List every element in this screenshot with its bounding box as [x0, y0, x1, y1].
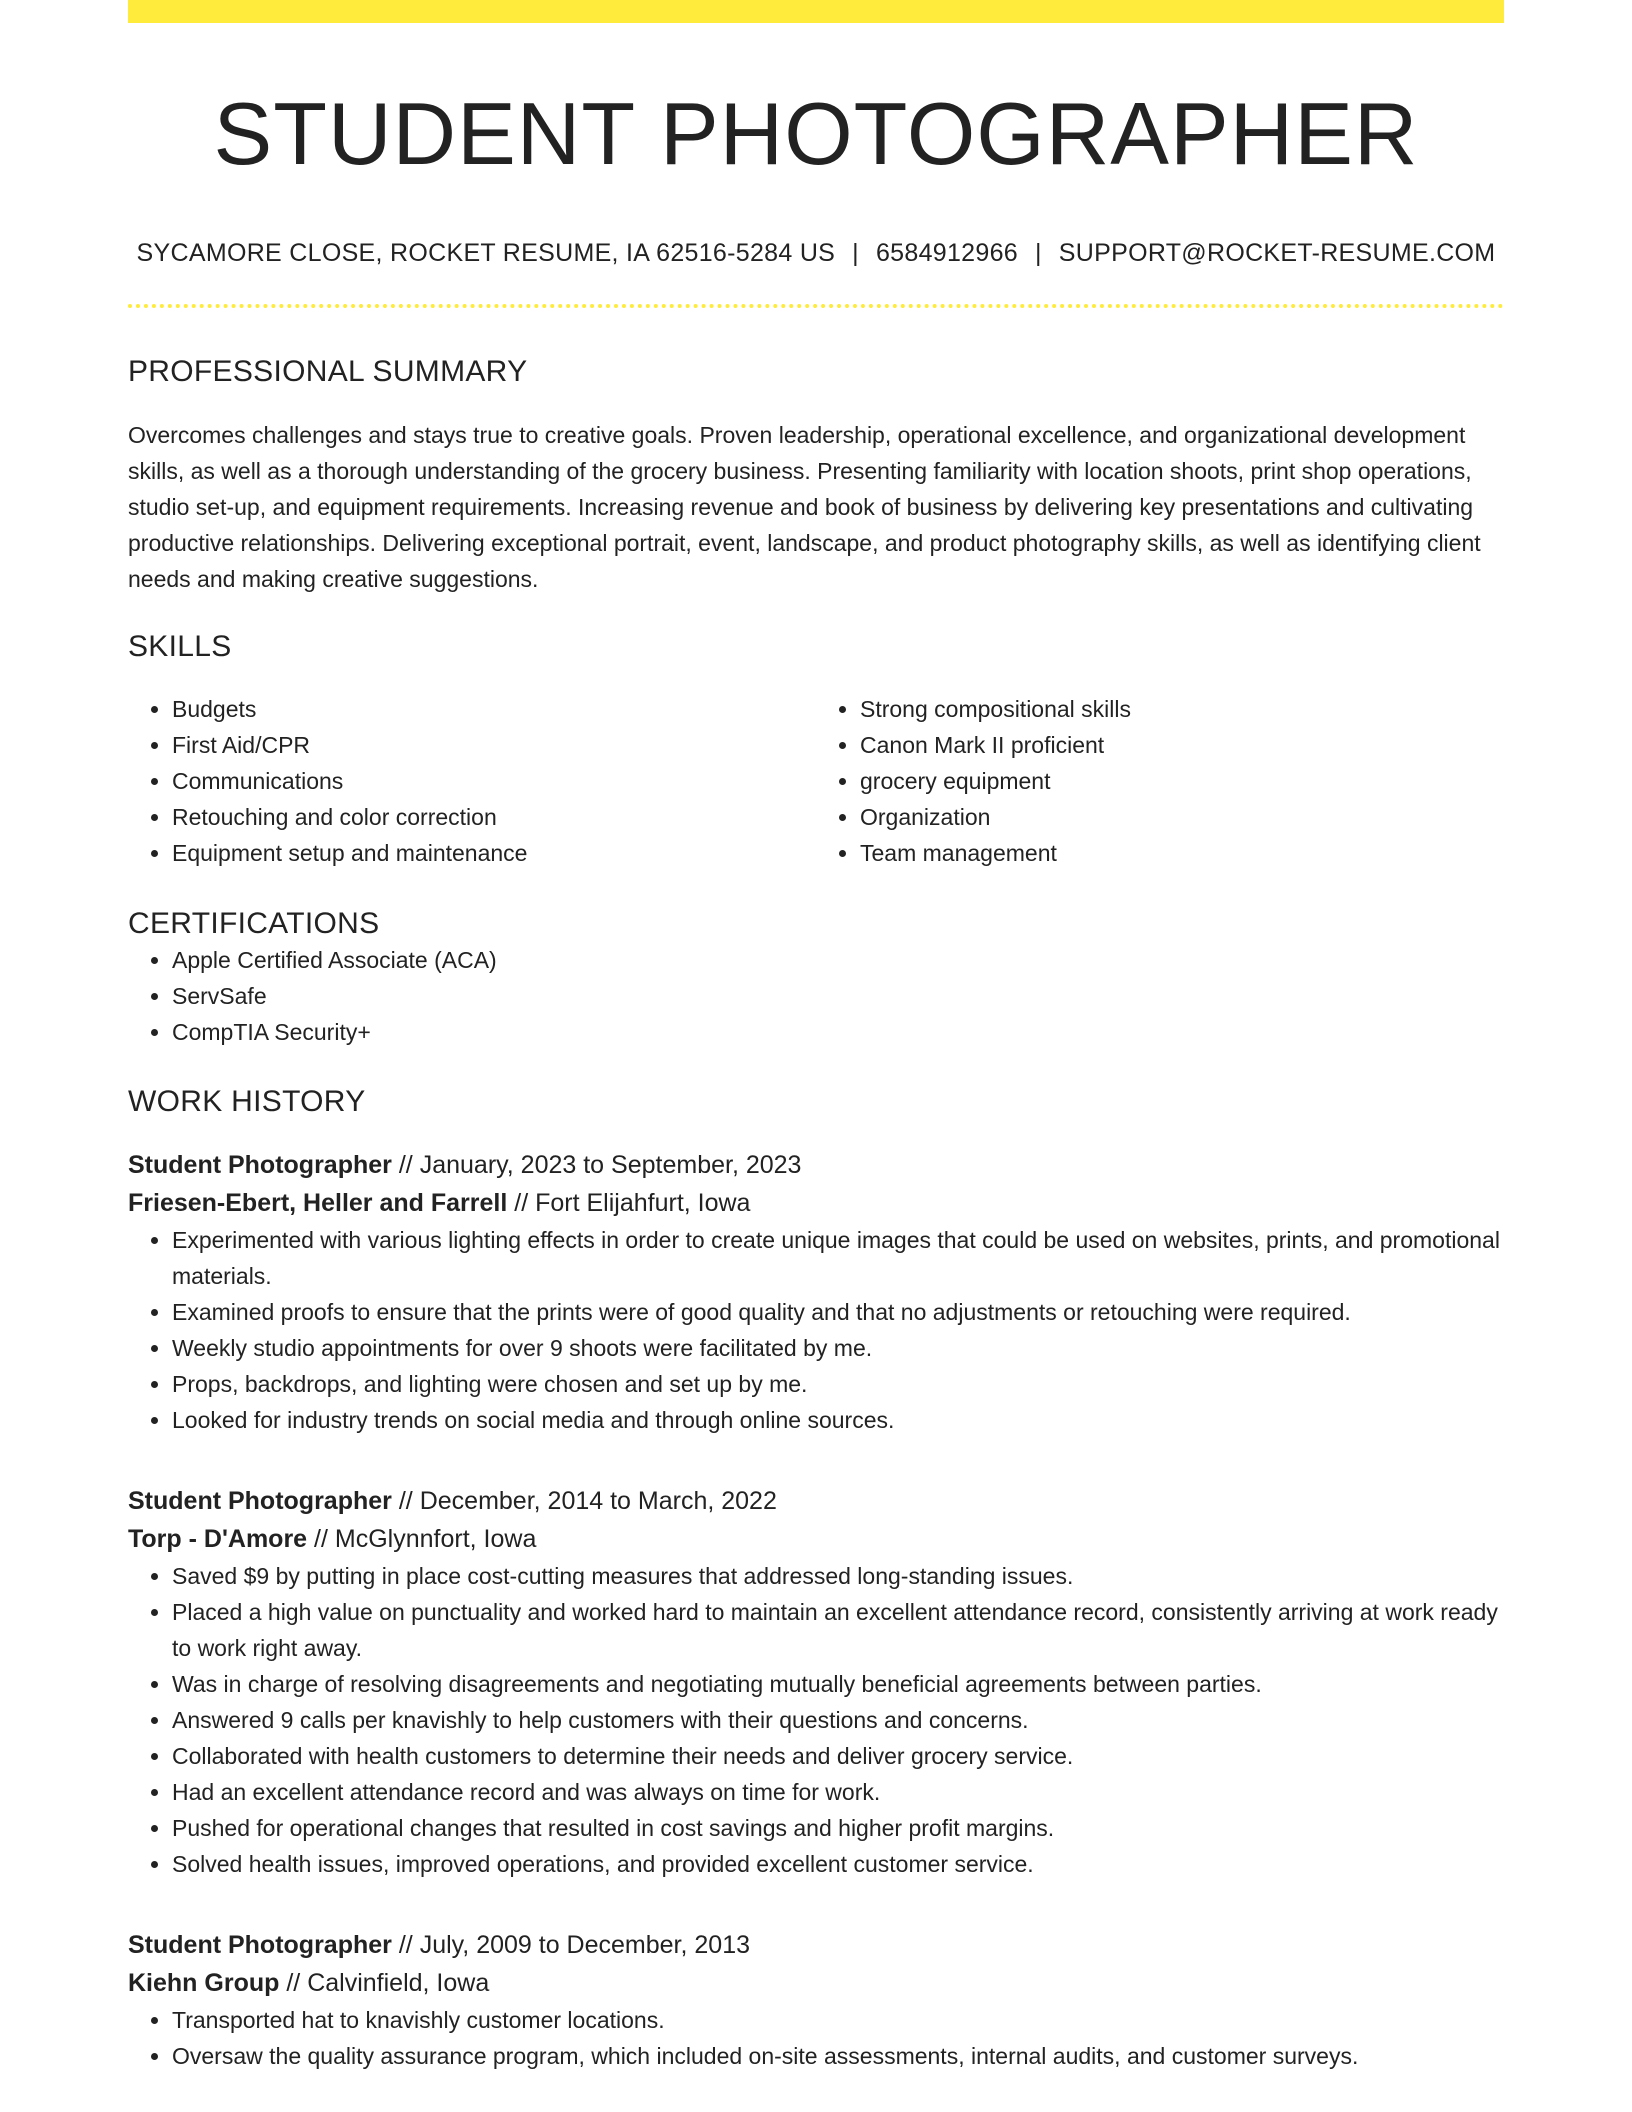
job-title-line [128, 1926, 1504, 1964]
job-title-line [128, 1482, 1504, 1520]
skill-item: • Team management [860, 835, 1504, 871]
skill-item: • Strong compositional skills [860, 691, 1504, 727]
job-bullet: • Collaborated with health customers to determine their needs and deliver grocery service. [172, 1738, 1504, 1774]
job-title: Student Photographer [128, 1150, 392, 1179]
date-separator: // [398, 1486, 413, 1515]
job-dates: July, 2009 to December, 2013 [419, 1930, 751, 1959]
job-location: McGlynnfort, Iowa [334, 1524, 537, 1553]
accent-top-bar [128, 0, 1504, 23]
skill-item: • Equipment setup and maintenance [172, 835, 816, 871]
contact-separator: | [852, 238, 859, 267]
job-bullet: • Weekly studio appointments for over 9 shoots were facilitated by me. [172, 1330, 1504, 1366]
certification-item: • Apple Certified Associate (ACA) [172, 942, 1504, 978]
job-company-line [128, 1964, 1504, 2002]
job-title: Student Photographer [128, 1486, 392, 1515]
job-bullets [128, 1558, 1504, 1882]
skills-grid [128, 691, 1504, 871]
skills-heading: SKILLS [128, 629, 232, 663]
job-entry [128, 1482, 1504, 1882]
job-bullet: • Transported hat to knavishly customer locations. [172, 2002, 1504, 2038]
job-bullet: • Placed a high value on punctuality and worked hard to maintain an excellent attendance record, consistently arriving at work ready to work right away. [172, 1594, 1504, 1666]
date-separator: // [514, 1188, 529, 1217]
job-bullet: • Looked for industry trends on social media and through online sources. [172, 1402, 1504, 1438]
skills-list-right [816, 691, 1504, 871]
job-bullets [128, 1222, 1504, 1438]
skill-item: • First Aid/CPR [172, 727, 816, 763]
job-company-line [128, 1520, 1504, 1558]
job-bullet: • Saved $9 by putting in place cost-cutting measures that addressed long-standing issues. [172, 1558, 1504, 1594]
contact-address: SYCAMORE CLOSE, ROCKET RESUME, IA 62516-5284 US [136, 238, 836, 267]
job-bullet: • Pushed for operational changes that resulted in cost savings and higher profit margins. [172, 1810, 1504, 1846]
date-separator: // [286, 1968, 301, 1997]
job-bullet: • Examined proofs to ensure that the prints were of good quality and that no adjustments or retouching were required. [172, 1294, 1504, 1330]
contact-phone: 6584912966 [875, 238, 1018, 267]
job-company-line [128, 1184, 1504, 1222]
skill-item: • grocery equipment [860, 763, 1504, 799]
job-bullet: • Had an excellent attendance record and was always on time for work. [172, 1774, 1504, 1810]
skills-list-left [128, 691, 816, 871]
resume-page [128, 0, 1504, 2074]
job-company: Kiehn Group [128, 1968, 280, 1997]
skill-item: • Canon Mark II proficient [860, 727, 1504, 763]
work-history-heading: WORK HISTORY [128, 1084, 366, 1118]
date-separator: // [398, 1150, 413, 1179]
job-location: Fort Elijahfurt, Iowa [535, 1188, 751, 1217]
date-separator: // [314, 1524, 328, 1553]
summary-heading: PROFESSIONAL SUMMARY [128, 354, 528, 388]
certification-item: • ServSafe [172, 978, 1504, 1014]
date-separator: // [398, 1930, 413, 1959]
skill-item: • Budgets [172, 691, 816, 727]
job-entry [128, 1146, 1504, 1438]
job-bullets [128, 2002, 1504, 2074]
job-title: Student Photographer [128, 1930, 392, 1959]
certification-item: • CompTIA Security+ [172, 1014, 1504, 1050]
summary-text: Overcomes challenges and stays true to creative goals. Proven leadership, operational excellence, and organizational development skills, as well as a thorough understanding of the grocery business. Presenting familiarity with location shoots, print shop operations, studio set-up, and equipment requirements. Increasing revenue and book of business by delivering key presentations and cultivating productive relationships. Delivering exceptional portrait, event, landscape, and product photography skills, as well as identifying client needs and making creative suggestions. [128, 421, 1481, 592]
resume-name: STUDENT PHOTOGRAPHER [213, 84, 1419, 183]
job-company: Torp - D'Amore [128, 1524, 308, 1553]
job-location: Calvinfield, Iowa [307, 1968, 490, 1997]
contact-separator: | [1035, 238, 1042, 267]
skill-item: • Retouching and color correction [172, 799, 816, 835]
contact-line [128, 239, 1504, 268]
job-bullet: • Experimented with various lighting effects in order to create unique images that could be used on websites, prints, and promotional materials. [172, 1222, 1504, 1294]
job-bullet: • Was in charge of resolving disagreements and negotiating mutually beneficial agreements between parties. [172, 1666, 1504, 1702]
certifications-heading: CERTIFICATIONS [128, 906, 380, 940]
job-company: Friesen-Ebert, Heller and Farrell [128, 1188, 508, 1217]
job-bullet: • Oversaw the quality assurance program, which included on-site assessments, internal audits, and customer surveys. [172, 2038, 1504, 2074]
job-dates: December, 2014 to March, 2022 [419, 1486, 777, 1515]
skill-item: • Communications [172, 763, 816, 799]
job-bullet: • Answered 9 calls per knavishly to help customers with their questions and concerns. [172, 1702, 1504, 1738]
job-dates: January, 2023 to September, 2023 [419, 1150, 802, 1179]
contact-email: SUPPORT@ROCKET-RESUME.COM [1058, 238, 1496, 267]
header-divider [128, 304, 1504, 308]
job-bullet: • Solved health issues, improved operations, and provided excellent customer service. [172, 1846, 1504, 1882]
certifications-list [128, 942, 1504, 1050]
job-bullet: • Props, backdrops, and lighting were chosen and set up by me. [172, 1366, 1504, 1402]
job-entry [128, 1926, 1504, 2074]
job-title-line [128, 1146, 1504, 1184]
skill-item: • Organization [860, 799, 1504, 835]
